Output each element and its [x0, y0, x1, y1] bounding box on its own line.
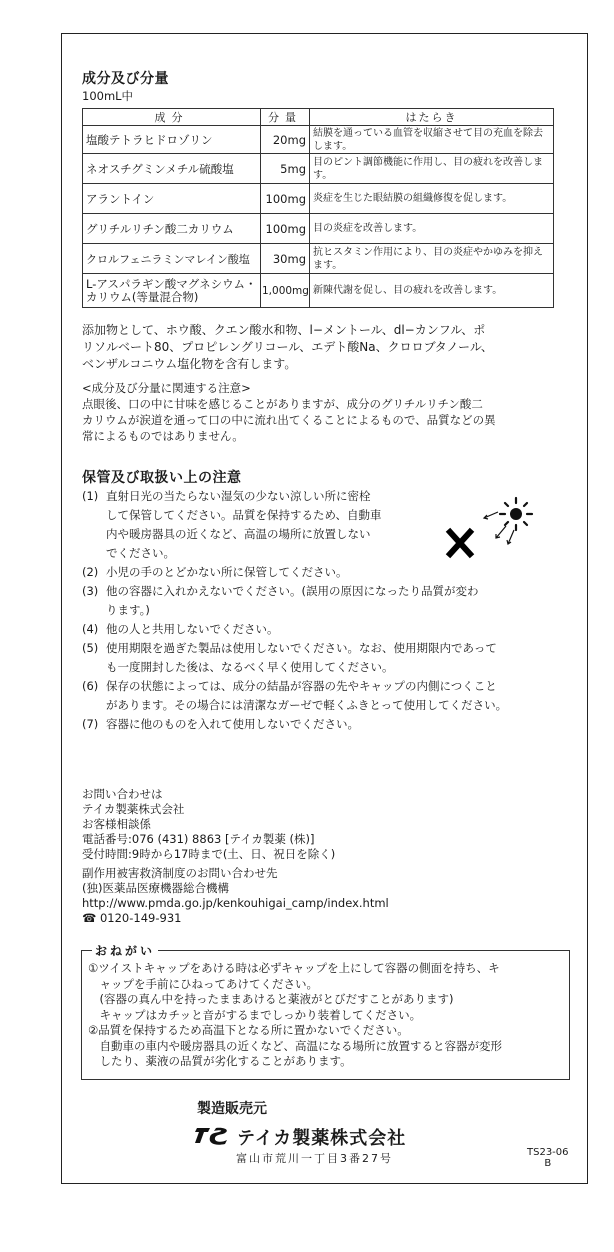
table-row	[83, 274, 554, 308]
onegai-line: キャップはカチッと音がするまでしっかり装着してください。	[88, 1007, 422, 1022]
item-number: (2)	[82, 565, 99, 579]
contact-line: テイカ製薬株式会社	[82, 802, 185, 816]
additives-line: 添加物として、ホウ酸、クエン酸水和物、l−メントール、dl−カンフル、ポ	[82, 323, 486, 337]
phone-icon: ☎	[82, 911, 97, 925]
item-number: (6)	[82, 679, 99, 693]
additives	[82, 322, 493, 373]
ingredient-effect: 結膜を通っている血管を収縮させて目の充血を除去します。	[310, 126, 554, 154]
item-line: 内や暖房器具の近くなど、高温の場所に放置しない	[106, 527, 371, 541]
relief-block	[82, 866, 389, 926]
ingredient-amount: 5mg	[261, 154, 310, 184]
ingredients-table	[82, 108, 554, 308]
onegai-line: 自動車の車内や暖房器具の近くなど、高温になる場所に放置すると容器が変形	[88, 1038, 502, 1053]
ingredient-name: L-アスパラギン酸マグネシウム・カリウム(等量混合物)	[83, 274, 261, 308]
item-line: 保存の状態によっては、成分の結晶が容器の先やキャップの内側につくこと	[106, 679, 497, 693]
onegai-line: ②品質を保持するため高温下となる所に置かないでください。	[88, 1023, 409, 1037]
ingredient-amount: 20mg	[261, 126, 310, 154]
table-row	[83, 214, 554, 244]
item-line: 容器に他のものを入れて使用しないでください。	[106, 717, 359, 731]
ingredient-name: グリチルリチン酸二カリウム	[83, 214, 261, 244]
ingredient-amount: 30mg	[261, 244, 310, 274]
onegai-title: おねがい	[92, 942, 158, 959]
list-item	[82, 487, 406, 563]
item-number: (7)	[82, 717, 99, 731]
item-number: (3)	[82, 584, 99, 598]
related-note	[82, 380, 496, 444]
related-note-line: カリウムが涙道を通って口の中に流れ出てくることによるもので、品質などの異	[82, 413, 496, 427]
ingredients-heading: 成分及び分量	[82, 71, 169, 87]
related-note-line: 点眼後、口の中に甘味を感じることがありますが、成分のグリチルリチン酸二	[82, 397, 483, 411]
item-number: (5)	[82, 641, 99, 655]
ingredient-amount: 100mg	[261, 214, 310, 244]
table-row	[83, 154, 554, 184]
contact-line: お問い合わせは	[82, 787, 163, 801]
table-row	[83, 244, 554, 274]
item-line: も一度開封した後は、なるべく早く使用してください。	[106, 660, 394, 674]
contact-phone: 電話番号:076 (431) 8863 [テイカ製薬 (株)]	[82, 832, 315, 846]
contact-line: お客様相談係	[82, 817, 151, 831]
volume-label: 100mL中	[82, 89, 134, 103]
ingredient-name: ネオスチグミンメチル硫酸塩	[83, 154, 261, 184]
ingredient-effect: 新陳代謝を促し、目の疲れを改善します。	[310, 274, 554, 308]
related-note-title: <成分及び分量に関連する注意>	[82, 381, 251, 395]
item-line: があります。その場合には清潔なガーゼで軽くふきとって使用してください。	[106, 698, 508, 712]
item-line: 直射日光の当たらない湿気の少ない涼しい所に密栓	[106, 489, 371, 503]
ingredient-effect: 目のピント調節機能に作用し、目の疲れを改善します。	[310, 154, 554, 184]
list-item	[82, 715, 552, 734]
relief-phone: 0120-149-931	[99, 911, 182, 925]
item-line: 他の容器に入れかえないでください。(誤用の原因になったり品質が変わ	[106, 584, 479, 598]
maker-address: 富山市荒川一丁目3番27号	[236, 1152, 393, 1165]
onegai-line: したり、薬液の品質が劣化することがあります。	[88, 1054, 352, 1068]
related-note-line: 常によるものではありません。	[82, 429, 244, 443]
item-number: (4)	[82, 622, 99, 636]
header-name: 成分	[83, 109, 261, 126]
storage-heading: 保管及び取扱い上の注意	[82, 470, 242, 486]
list-item	[82, 582, 552, 620]
ingredient-amount: 1,000mg	[261, 274, 310, 308]
company-logo	[194, 1124, 232, 1146]
item-line: 使用期限を過ぎた製品は使用しないでください。なお、使用期限内であって	[106, 641, 497, 655]
header-effect: はたらき	[310, 109, 554, 126]
item-line: して保管してください。品質を保持するため、自動車	[106, 508, 382, 522]
ingredient-name: アラントイン	[83, 184, 261, 214]
code-line: B	[544, 1158, 552, 1169]
relief-line: 副作用被害救済制度のお問い合わせ先	[82, 866, 278, 880]
item-number: (1)	[82, 489, 99, 503]
onegai-line: (容器の真ん中を持ったままあけると薬液がとびだすことがあります)	[88, 992, 454, 1006]
ingredient-name: 塩酸テトラヒドロゾリン	[83, 126, 261, 154]
sun-icon	[484, 498, 532, 544]
onegai-text	[88, 961, 502, 1070]
item-line: ります。)	[106, 603, 150, 617]
item-line: 小児の手のとどかない所に保管してください。	[106, 565, 348, 579]
list-item	[82, 677, 552, 715]
contact-hours: 受付時間:9時から17時まで(土、日、祝日を除く)	[82, 847, 336, 861]
no-sunlight-illustration	[440, 492, 560, 572]
document-code	[527, 1147, 569, 1169]
table-row	[83, 126, 554, 154]
item-line: 他の人と共用しないでください。	[106, 622, 279, 636]
item-line: でください。	[106, 546, 175, 560]
maker-title: 製造販売元	[197, 1101, 267, 1117]
header-amount: 分量	[261, 109, 310, 126]
ingredient-effect: 抗ヒスタミン作用により、目の炎症やかゆみを抑えます。	[310, 244, 554, 274]
table-row	[83, 184, 554, 214]
maker-name: テイカ製薬株式会社	[237, 1128, 407, 1149]
ingredient-effect: 炎症を生じた眼結膜の組織修復を促します。	[310, 184, 554, 214]
ingredient-amount: 100mg	[261, 184, 310, 214]
ingredient-name: クロルフェニラミンマレイン酸塩	[83, 244, 261, 274]
relief-phone-row	[82, 911, 389, 926]
list-item	[82, 620, 552, 639]
additives-line: ベンザルコニウム塩化物を含有します。	[82, 357, 297, 371]
ingredient-effect: 目の炎症を改善します。	[310, 214, 554, 244]
onegai-line: ャップを手前にひねってあけてください。	[88, 976, 318, 991]
relief-line: (独)医薬品医療機器総合機構	[82, 881, 229, 895]
cross-mark-icon	[450, 532, 470, 554]
list-item	[82, 639, 552, 677]
onegai-line: ①ツイストキャップをあける時は必ずキャップを上にして容器の側面を持ち、キ	[88, 961, 500, 975]
onegai-box	[81, 944, 570, 1080]
table-header-row	[83, 109, 554, 126]
relief-url[interactable]: http://www.pmda.go.jp/kenkouhigai_camp/index.html	[82, 896, 389, 910]
code-line: TS23-06	[527, 1147, 569, 1158]
contact-block	[82, 787, 335, 862]
additives-line: リソルベート80、プロピレングリコール、エデト酸Na、クロロブタノール、	[82, 340, 493, 354]
